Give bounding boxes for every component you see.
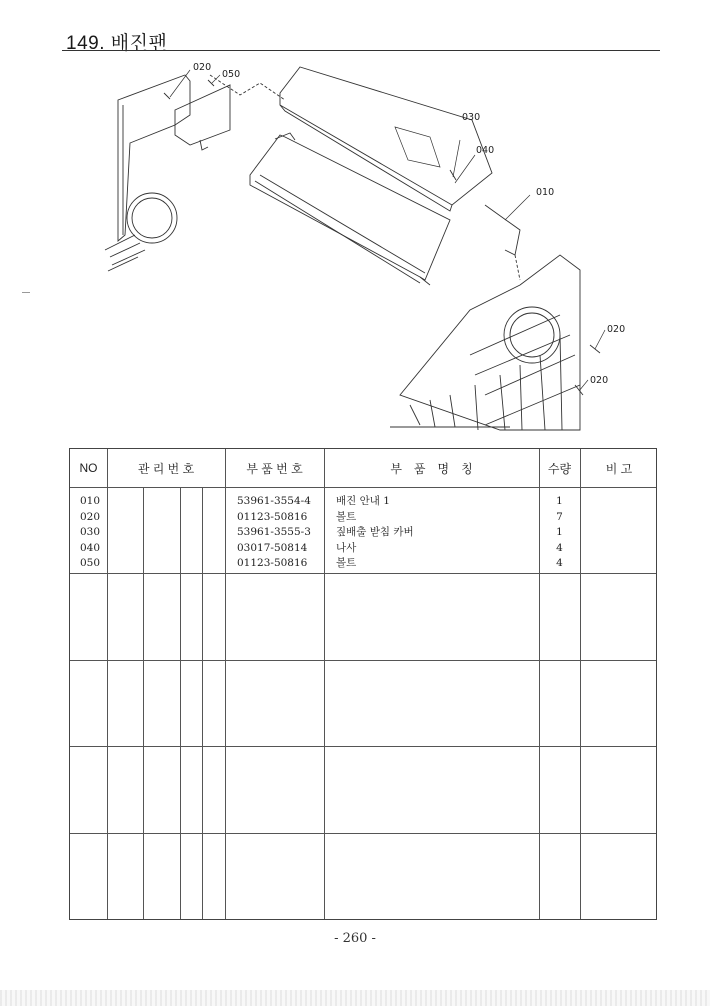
header-part-name: 부 품 명 칭 <box>390 461 473 476</box>
table-row-qty: 1 <box>556 495 563 507</box>
table-row-qty: 4 <box>556 541 563 554</box>
callout-050: 050 <box>222 69 241 80</box>
header-remarks: 비 고 <box>605 461 633 476</box>
scan-edge-artifact <box>0 990 710 1006</box>
table-row-no: 020 <box>80 510 101 523</box>
parts-table <box>69 448 657 920</box>
table-row-qty: 4 <box>556 557 563 569</box>
part-no-column <box>237 494 311 572</box>
table-row-part-no: 03017-50814 <box>237 541 308 554</box>
part-name-column <box>336 494 414 572</box>
callout-020: 020 <box>607 324 626 335</box>
table-row-no: 050 <box>80 557 101 569</box>
table-row-no: 030 <box>80 526 101 538</box>
table-row-part-no: 01123-50816 <box>237 510 308 523</box>
table-row-part-no: 01123-50816 <box>237 557 308 569</box>
callout-020: 020 <box>193 62 212 73</box>
header-management-no: 관 리 번 호 <box>137 461 195 476</box>
title-divider <box>62 50 660 51</box>
callout-030: 030 <box>462 112 481 123</box>
table-row-qty: 1 <box>556 526 563 538</box>
page-title: 149. 배진팬 <box>66 33 168 54</box>
header-no: NO <box>79 461 98 475</box>
table-row-qty: 7 <box>556 510 563 523</box>
table-row-name: 짚배출 받침 카버 <box>336 526 414 538</box>
header-qty: 수량 <box>547 461 572 476</box>
exploded-parts-diagram <box>90 55 670 440</box>
callout-040: 040 <box>476 145 495 156</box>
qty-column <box>539 494 580 572</box>
table-row-name: 배진 안내 1 <box>336 495 390 507</box>
page-number: - 260 - <box>334 931 376 946</box>
no-column <box>80 494 100 572</box>
table-row-part-no: 53961-3554-4 <box>237 495 311 507</box>
header-part-no: 부 품 번 호 <box>246 461 303 476</box>
table-row-name: 나사 <box>336 541 357 554</box>
callout-020: 020 <box>590 375 609 386</box>
table-row-part-no: 53961-3555-3 <box>237 526 311 538</box>
table-row-no: 040 <box>80 541 101 554</box>
margin-mark <box>22 292 30 293</box>
table-row-name: 볼트 <box>336 557 357 569</box>
callout-010: 010 <box>536 187 555 198</box>
table-row-no: 010 <box>80 495 101 507</box>
table-row-name: 볼트 <box>336 510 357 523</box>
